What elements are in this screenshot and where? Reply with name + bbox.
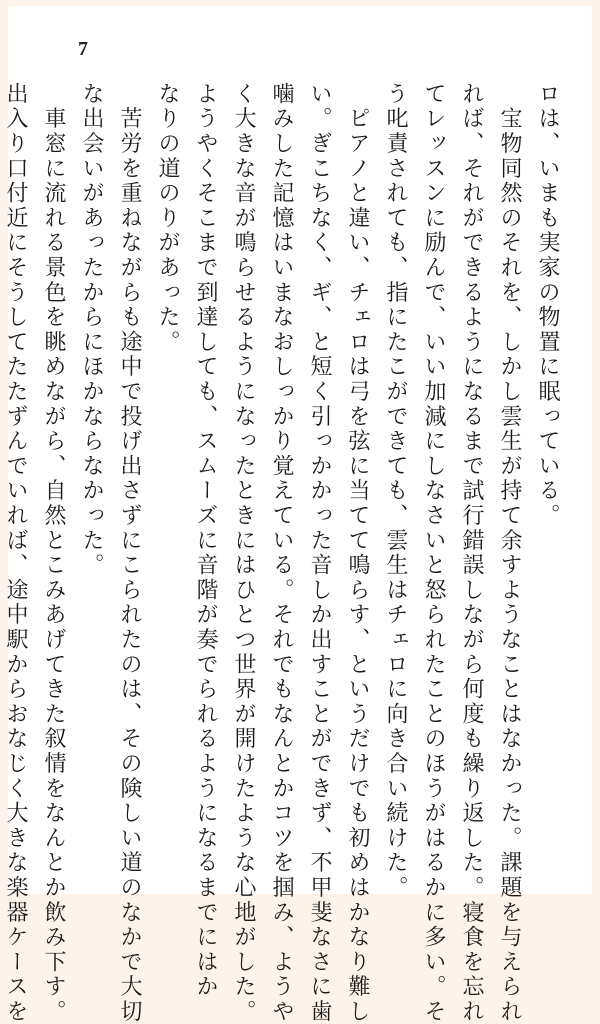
text-line: ロは、いまも実家の物置に眠っている。 bbox=[535, 82, 560, 529]
text-line: い。ぎこちなく、ギ、と短く引っかかった音しか出すことができず、不甲斐なさに歯 bbox=[307, 82, 332, 1024]
text-line: 噛みした記憶はいまなおしっかり覚えている。それでもなんとかコツを掴み、ようや bbox=[269, 82, 294, 1024]
text-line: 車窓に流れる景色を眺めながら、自然とこみあげてきた叙情をなんとか飲み下す。 bbox=[41, 82, 66, 1024]
text-line: ピアノと違い、チェロは弓を弦に当てて鳴らす、というだけでも初めはかなり難し bbox=[345, 82, 370, 1024]
page-number: 7 bbox=[78, 38, 88, 60]
text-line: 宝物同然のそれを、しかし雲生が持て余すようなことはなかった。課題を与えられ bbox=[497, 82, 522, 1024]
text-line: う叱責されても、指にたこができても、雲生はチェロに向き合い続けた。 bbox=[383, 82, 408, 901]
text-line: く大きな音が鳴らせるようになったときにはひとつ世界が開けたような心地がした。 bbox=[231, 82, 256, 1024]
text-line: ようやくそこまで到達しても、スムーズに音階が奏でられるようになるまでにはか bbox=[193, 82, 218, 1000]
text-line: れば、それができるようになるまで試行錯誤しながら何度も繰り返した。寝食を忘れ bbox=[459, 82, 484, 1024]
text-line: てレッスンに励んで、いい加減にしなさいと怒られたことのほうがはるかに多い。そ bbox=[421, 82, 446, 1024]
text-line: 苦労を重ねながらも途中で投げ出さずにこられたのは、その険しい道のなかで大切 bbox=[117, 82, 142, 1024]
book-page bbox=[3, 6, 592, 1024]
body-text bbox=[3, 82, 566, 1024]
text-line: な出会いがあったからにほかならなかった。 bbox=[79, 82, 104, 578]
text-line: 出入り口付近にそうしてたたずんでいれば、途中駅からおなじく大きな楽器ケースを bbox=[3, 82, 28, 1024]
text-line: なりの道のりがあった。 bbox=[155, 82, 180, 355]
